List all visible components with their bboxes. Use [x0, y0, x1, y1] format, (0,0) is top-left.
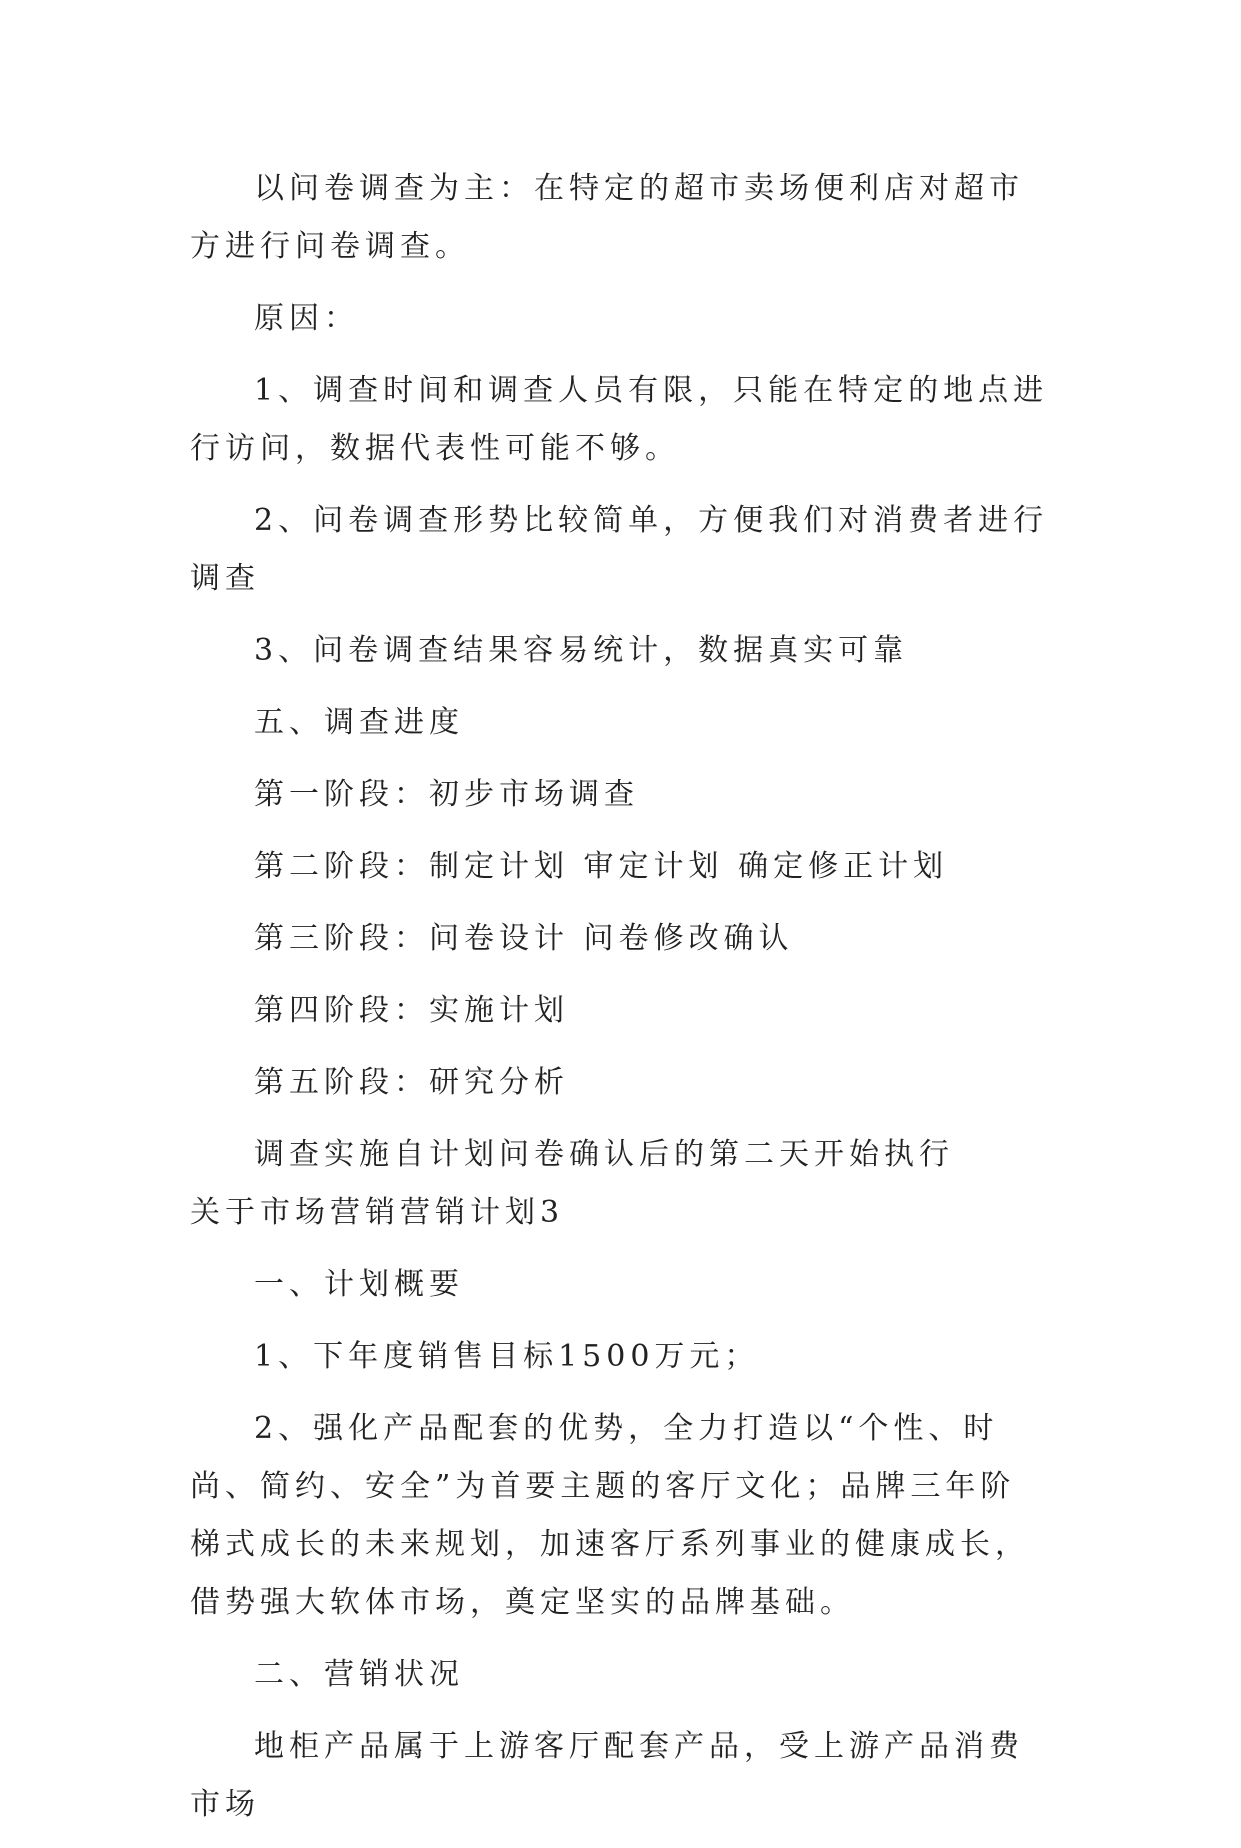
paragraph-stage-3: 第三阶段：问卷设计 问卷修改确认 [254, 921, 794, 956]
paragraph-stage-2: 第二阶段：制定计划 审定计划 确定修正计划 [254, 849, 949, 884]
paragraph-reason-3: 3、问卷调查结果容易统计，数据真实可靠 [254, 633, 909, 668]
document-body [190, 160, 1050, 1848]
paragraph-market-context: 地柜产品属于上游客厅配套产品，受上游产品消费市场 [190, 1729, 1024, 1822]
section-heading-marketing-status: 二、营销状况 [254, 1657, 464, 1692]
paragraph-brand-strategy: 2、强化产品配套的优势，全力打造以“个性、时尚、简约、安全”为首要主题的客厅文化；品牌三年阶梯式成长的未来规划，加速客厅系列事业的健康成长，借势强大软体市场，奠定坚实的品牌基础。 [190, 1411, 1030, 1620]
section-heading-plan-summary: 一、计划概要 [254, 1267, 464, 1302]
paragraph-stage-5: 第五阶段：研究分析 [254, 1065, 569, 1100]
paragraph-execution-start: 调查实施自计划问卷确认后的第二天开始执行 [254, 1137, 954, 1172]
paragraph-stage-1: 第一阶段：初步市场调查 [254, 777, 639, 812]
paragraph-reason-1: 1、调查时间和调查人员有限，只能在特定的地点进行访问，数据代表性可能不够。 [190, 373, 1049, 466]
paragraph-reasons-heading: 原因： [254, 301, 359, 336]
paragraph-reason-2: 2、问卷调查形势比较简单，方便我们对消费者进行调查 [190, 503, 1049, 596]
document-section-title: 关于市场营销营销计划3 [190, 1195, 565, 1230]
paragraph-sales-target: 1、下年度销售目标1500万元； [254, 1339, 760, 1374]
section-heading-schedule: 五、调查进度 [254, 705, 464, 740]
paragraph-stage-4: 第四阶段：实施计划 [254, 993, 569, 1028]
paragraph-questionnaire-method: 以问卷调查为主：在特定的超市卖场便利店对超市方进行问卷调查。 [190, 171, 1024, 264]
